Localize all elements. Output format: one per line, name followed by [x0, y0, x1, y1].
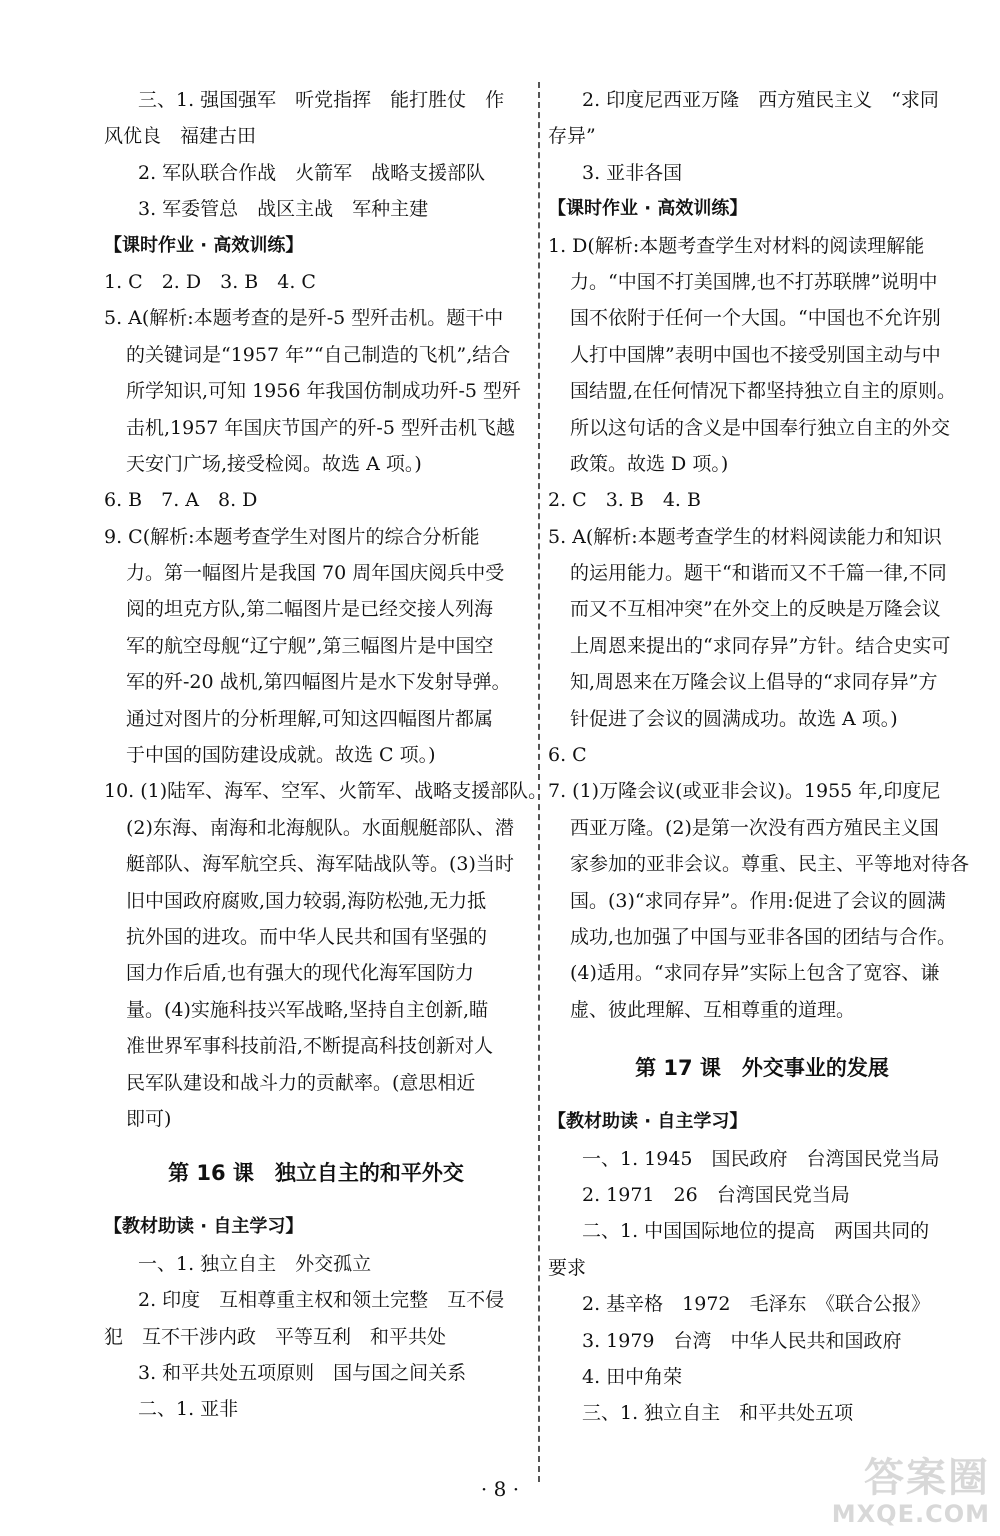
text-line: 风优良 福建古田 — [104, 125, 257, 148]
text-line: 二、1. 中国国际地位的提高 两国共同的 — [582, 1220, 930, 1243]
lesson-16-title: 第 16 课 独立自主的和平外交 — [168, 1161, 464, 1186]
text-line: 7. (1)万隆会议(或亚非会议)。1955 年,印度尼 — [548, 780, 941, 803]
text-line: 力。第一幅图片是我国 70 周年国庆阅兵中受 — [126, 562, 505, 585]
text-line: 所学知识,可知 1956 年我国仿制成功歼-5 型歼 — [126, 380, 522, 403]
text-line: 三、1. 强国强军 听党指挥 能打胜仗 作 — [138, 89, 505, 111]
text-line: 而又不互相冲突”在外交上的反映是万隆会议 — [570, 598, 941, 621]
text-line: 一、1. 独立自主 外交孤立 — [138, 1252, 372, 1275]
text-line: 2. C 3. B 4. B — [548, 489, 701, 512]
text-line: 抗外国的进攻。而中华人民共和国有坚强的 — [126, 925, 488, 948]
text-line: 国力作后盾,也有强大的现代化海军国防力 — [126, 962, 475, 985]
text-line: 存异” — [548, 125, 596, 148]
text-line: 3. 军委管总 战区主战 军种主建 — [138, 198, 429, 221]
text-line: 针促进了会议的圆满成功。故选 A 项。) — [570, 707, 898, 730]
text-line: 政策。故选 D 项。) — [570, 452, 729, 475]
text-line: 2. 印度尼西亚万隆 西方殖民主义 “求同 — [582, 89, 939, 111]
text-line: 要求 — [548, 1256, 587, 1279]
text-line: 2. 军队联合作战 火箭军 战略支援部队 — [138, 161, 486, 184]
text-line: 知,周恩来在万隆会议上倡导的“求同存异”方 — [570, 671, 938, 694]
left-column — [104, 82, 548, 1428]
text-line: 家参加的亚非会议。尊重、民主、平等地对待各 — [570, 853, 970, 876]
text-line: 于中国的国防建设成就。故选 C 项。) — [126, 744, 436, 767]
text-line: 10. (1)陆军、海军、空军、火箭军、战略支援部队。 — [104, 780, 548, 803]
text-line: 成功,也加强了中国与亚非各国的团结与合作。 — [570, 925, 957, 948]
text-line: 9. C(解析:本题考查学生对图片的综合分析能 — [104, 525, 480, 548]
text-line: 5. A(解析:本题考查的是歼-5 型歼击机。题干中 — [104, 307, 504, 330]
text-line: 民军队建设和战斗力的贡献率。(意思相近 — [126, 1071, 476, 1094]
text-line: 即可) — [126, 1107, 172, 1130]
watermark-logo: 答案圈 — [864, 1455, 990, 1501]
text-line: 艇部队、海军航空兵、海军陆战队等。(3)当时 — [126, 853, 514, 876]
text-line: 上周恩来提出的“求同存异”方针。结合史实可 — [570, 634, 951, 657]
watermark-url: MXQE.COM — [831, 1500, 990, 1528]
text-line: 西亚万隆。(2)是第一次没有西方殖民主义国 — [570, 816, 939, 839]
text-line: 二、1. 亚非 — [138, 1398, 239, 1421]
text-line: 2. 基辛格 1972 毛泽东 《联合公报》 — [582, 1293, 931, 1316]
text-line: 一、1. 1945 国民政府 台湾国民党当局 — [582, 1147, 940, 1170]
page-number: · 8 · — [480, 1477, 520, 1501]
text-line: 2. 1971 26 台湾国民党当局 — [582, 1183, 850, 1206]
text-line: 国结盟,在任何情况下都坚持独立自主的原则。 — [570, 380, 957, 403]
text-line: 1. D(解析:本题考查学生对材料的阅读理解能 — [548, 234, 925, 257]
text-line: 准世界军事科技前沿,不断提高科技创新对人 — [126, 1035, 494, 1058]
text-line: 6. B 7. A 8. D — [104, 489, 258, 512]
text-line: 犯 互不干涉内政 平等互利 和平共处 — [104, 1325, 447, 1348]
text-line: 3. 和平共处五项原则 国与国之间关系 — [138, 1361, 467, 1384]
text-line: 1. C 2. D 3. B 4. C — [104, 270, 316, 293]
text-line: 人打中国牌”表明中国也不接受别国主动与中 — [570, 343, 941, 366]
text-line: 击机,1957 年国庆节国产的歼-5 型歼击机飞越 — [126, 416, 515, 439]
text-line: 国不依附于任何一个大国。“中国也不允许别 — [570, 307, 941, 330]
right-column — [548, 82, 976, 1432]
text-line: 天安门广场,接受检阅。故选 A 项。) — [126, 452, 422, 475]
text-line: 阅的坦克方队,第二幅图片是已经交接人列海 — [126, 598, 494, 621]
text-line: 三、1. 独立自主 和平共处五项 — [582, 1402, 854, 1425]
text-line: 量。(4)实施科技兴军战略,坚持自主创新,瞄 — [126, 998, 488, 1021]
text-line: 3. 1979 台湾 中华人民共和国政府 — [582, 1329, 902, 1352]
watermark — [832, 1456, 990, 1528]
text-line: 3. 亚非各国 — [582, 161, 683, 184]
text-line: (4)适用。“求同存异”实际上包含了宽容、谦 — [570, 962, 940, 985]
text-line: 国。(3)“求同存异”。作用:促进了会议的圆满 — [570, 889, 946, 912]
text-line: 通过对图片的分析理解,可知这四幅图片都属 — [126, 707, 494, 730]
lesson-17-title: 第 17 课 外交事业的发展 — [635, 1056, 889, 1081]
text-line: 6. C — [548, 744, 587, 767]
text-line: (2)东海、南海和北海舰队。水面舰艇部队、潜 — [126, 816, 514, 839]
text-line: 军的航空母舰“辽宁舰”,第三幅图片是中国空 — [126, 634, 494, 657]
text-line: 军的歼-20 战机,第四幅图片是水下发射导弹。 — [126, 671, 511, 694]
text-line: 力。“中国不打美国牌,也不打苏联牌”说明中 — [570, 270, 938, 293]
section-heading: 【教材助读 · 自主学习】 — [548, 1111, 748, 1133]
text-line: 虚、彼此理解、互相尊重的道理。 — [570, 998, 856, 1021]
section-heading: 【课时作业 · 高效训练】 — [548, 198, 748, 220]
text-line: 的运用能力。题干“和谐而又不千篇一律,不同 — [570, 562, 947, 585]
text-line: 的关键词是“1957 年”“自己制造的飞机”,结合 — [126, 343, 511, 366]
text-line: 旧中国政府腐败,国力较弱,海防松弛,无力抵 — [126, 889, 487, 912]
text-line: 5. A(解析:本题考查学生的材料阅读能力和知识 — [548, 525, 942, 548]
text-line: 2. 印度 互相尊重主权和领土完整 互不侵 — [138, 1289, 505, 1312]
section-heading: 【课时作业 · 高效训练】 — [104, 234, 304, 256]
section-heading: 【教材助读 · 自主学习】 — [104, 1216, 304, 1238]
text-line: 4. 田中角荣 — [582, 1365, 683, 1388]
text-line: 所以这句话的含义是中国奉行独立自主的外交 — [570, 416, 951, 439]
column-divider — [538, 82, 540, 1482]
